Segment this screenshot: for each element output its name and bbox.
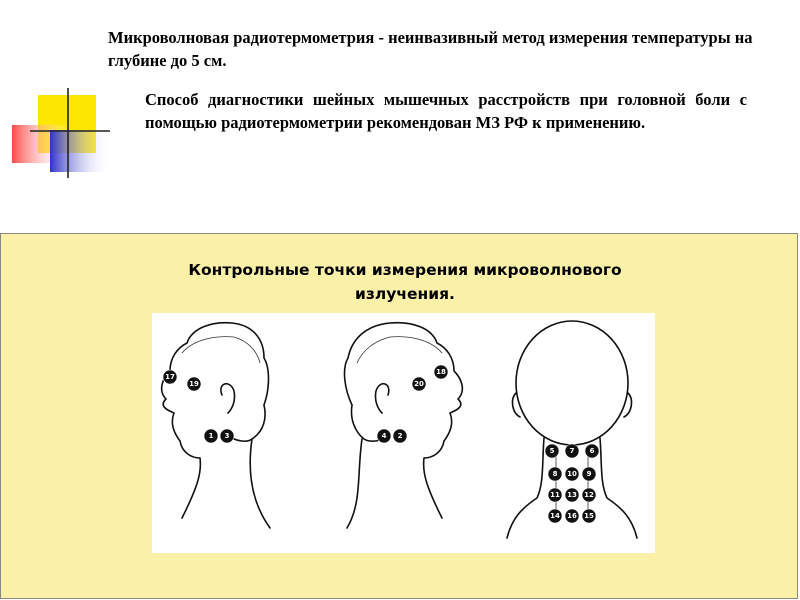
point-10 [565, 467, 579, 481]
point-3 [220, 429, 234, 443]
point-5 [545, 444, 559, 458]
point-1 [204, 429, 218, 443]
svg-text:17: 17 [165, 373, 175, 381]
figure-caption: Контрольные точки измерения микроволнового излучения. [188, 261, 622, 303]
point-9 [582, 467, 596, 481]
svg-text:12: 12 [584, 491, 594, 499]
page-title: Микроволновая радиотермометрия - неинвазивный метод измерения температуры на глубине до 5 см. [108, 28, 753, 70]
svg-text:20: 20 [414, 380, 424, 388]
point-4 [377, 429, 391, 443]
svg-text:1: 1 [208, 432, 214, 440]
subtitle-text: Способ диагностики шейных мышечных расстройств при головной боли с помощью радиотермометрии рекомендован МЗ РФ к применению. [145, 90, 747, 132]
svg-text:5: 5 [549, 447, 555, 455]
point-20 [412, 377, 426, 391]
svg-text:14: 14 [550, 512, 560, 520]
svg-text:2: 2 [397, 432, 403, 440]
point-16 [565, 509, 579, 523]
svg-text:3: 3 [224, 432, 230, 440]
decorative-squares [0, 0, 120, 190]
svg-text:15: 15 [584, 512, 594, 520]
svg-text:6: 6 [589, 447, 595, 455]
svg-text:13: 13 [567, 491, 577, 499]
point-7 [565, 444, 579, 458]
point-17 [163, 370, 177, 384]
svg-text:7: 7 [569, 447, 575, 455]
point-19 [187, 377, 201, 391]
head-diagram-figure [152, 313, 655, 553]
point-11 [548, 488, 562, 502]
point-2 [393, 429, 407, 443]
svg-text:9: 9 [586, 470, 592, 478]
svg-text:19: 19 [189, 380, 199, 388]
svg-text:18: 18 [436, 368, 446, 376]
svg-text:8: 8 [552, 470, 558, 478]
point-18 [434, 365, 448, 379]
svg-text:11: 11 [550, 491, 560, 499]
point-15 [582, 509, 596, 523]
point-14 [548, 509, 562, 523]
svg-text:10: 10 [567, 470, 577, 478]
point-13 [565, 488, 579, 502]
svg-text:16: 16 [567, 512, 577, 520]
blue-square [50, 130, 108, 172]
point-6 [585, 444, 599, 458]
svg-text:4: 4 [381, 432, 387, 440]
point-12 [582, 488, 596, 502]
point-8 [548, 467, 562, 481]
